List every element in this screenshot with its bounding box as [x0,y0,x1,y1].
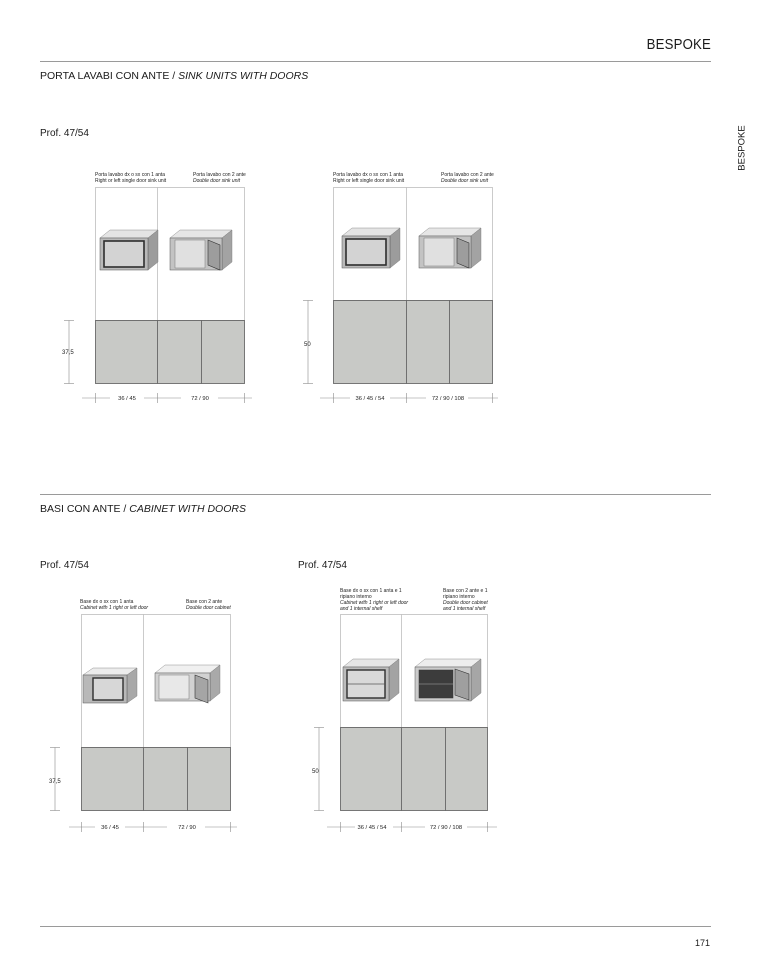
diagram-sink-units-50 [298,168,503,408]
depth-label: Prof. 47/54 [40,560,89,571]
label-left-it: Base dx o sx con 1 anta [80,599,134,605]
label-left-it: Base dx o sx con 1 anta e 1 [340,588,402,594]
front-panel [334,301,493,384]
label-left-it-2: ripiano interno [340,594,372,600]
label-left-en: Cabinet with 1 right or left door [340,600,409,606]
label-right-it: Base con 2 ante e 1 [443,588,488,594]
label-right-en: Double door sink unit [441,178,488,184]
front-panel [96,321,245,384]
label-left-it: Porta lavabo dx o sx con 1 anta [333,172,404,178]
single-door-sink-image [342,228,400,268]
header-rule [40,61,711,62]
double-door-cabinet-image [155,665,220,703]
single-door-cabinet-image [83,668,137,703]
single-door-sink-image [100,230,158,270]
width-dimension-right: 72 / 90 / 108 [431,396,465,402]
depth-label: Prof. 47/54 [40,128,89,139]
width-dimension-right: 72 / 90 / 108 [429,825,463,831]
label-left-en: Right or left single door sink unit [95,178,167,184]
diagram-cabinets-37 [45,595,245,840]
width-dimension-left: 36 / 45 [118,396,136,402]
width-dimension-left: 36 / 45 / 54 [355,396,385,402]
section-rule [40,494,711,495]
height-dimension: 50 [312,769,319,775]
front-panel [341,728,488,811]
label-right-en: Double door cabinet [186,605,231,611]
label-right-it: Porta lavabo con 2 ante [193,172,246,178]
section-title-cabinets: BASI CON ANTE / CABINET WITH DOORS [40,503,246,515]
label-right-it-2: ripiano interno [443,594,475,600]
front-panel [82,748,231,811]
label-right-en-2: and 1 internal shelf [443,606,486,612]
width-dimension-left: 36 / 45 [101,825,119,831]
double-door-sink-image [170,230,232,270]
footer-rule [40,926,711,927]
label-left-en-2: and 1 internal shelf [340,606,383,612]
page-number: 171 [694,938,710,948]
single-door-shelf-cabinet-image [343,659,399,701]
double-door-shelf-cabinet-image [415,659,481,701]
height-dimension: 50 [304,342,311,348]
width-dimension-right: 72 / 90 [178,825,196,831]
section-title-sink-units: PORTA LAVABI CON ANTE / SINK UNITS WITH DOORS [40,70,309,82]
label-right-it: Porta lavabo con 2 ante [441,172,494,178]
label-left-en: Right or left single door sink unit [333,178,405,184]
side-label: BESPOKE [736,125,748,171]
height-dimension: 37,5 [49,779,61,785]
label-left-en: Cabinet with 1 right or left door [80,605,149,611]
height-dimension: 37,5 [62,350,74,356]
label-left-it: Porta lavabo dx o sx con 1 anta [95,172,166,178]
diagram-cabinets-50 [305,585,505,840]
label-right-it: Base con 2 ante [186,599,223,605]
width-dimension-left: 36 / 45 / 54 [357,825,387,831]
depth-label: Prof. 47/54 [298,560,347,571]
label-right-en: Double door cabinet [443,600,488,606]
label-right-en: Double door sink unit [193,178,240,184]
double-door-sink-image [419,228,481,268]
brand-title: BESPOKE [646,36,711,53]
diagram-sink-units-37 [60,168,260,408]
width-dimension-right: 72 / 90 [191,396,209,402]
